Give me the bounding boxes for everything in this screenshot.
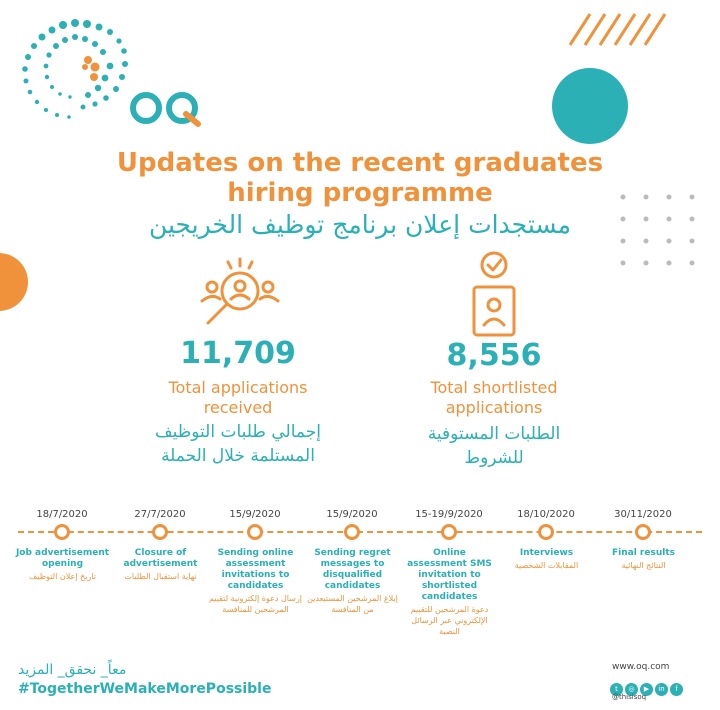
timeline-date: 15-19/9/2020	[415, 509, 483, 520]
decorative-teal-circle	[552, 68, 628, 144]
social-handle: @thisisoq	[612, 693, 647, 701]
total-shortlisted-label-en: Total shortlisted applications	[430, 378, 558, 417]
facebook-icon[interactable]: f	[670, 683, 683, 696]
timeline-event-en: Closure of advertisement	[123, 548, 198, 569]
timeline-date: 18/7/2020	[36, 509, 88, 520]
timeline-event-ar: نهاية استقبال الطلبات	[124, 572, 197, 581]
total-shortlisted-value: 8,556	[446, 338, 542, 373]
logo-dot-swirl	[15, 15, 145, 135]
timeline-date: 18/10/2020	[517, 509, 575, 520]
total-applications-value: 11,709	[180, 336, 296, 371]
page-title-ar: مستجدات إعلان برنامج توظيف الخريجين	[148, 210, 572, 239]
website-link[interactable]: www.oq.com	[612, 662, 670, 672]
timeline-event-ar: إبلاغ المرشحين المستبعدين من المنافسة	[307, 594, 398, 614]
oq-logo	[128, 88, 206, 132]
linkedin-icon[interactable]: in	[655, 683, 668, 696]
total-shortlisted-label-ar: الطلبات المستوفية للشروط	[427, 424, 561, 468]
timeline-date: 15/9/2020	[229, 509, 281, 520]
timeline-dot	[538, 524, 554, 540]
slogan-ar: معاً_ نحقق_ المزيد	[18, 662, 127, 678]
timeline-dot	[635, 524, 651, 540]
timeline-event-en: Interviews	[519, 548, 574, 558]
decorative-orange-half-circle	[0, 253, 28, 311]
timeline-date: 30/11/2020	[614, 509, 672, 520]
timeline-dot	[54, 524, 70, 540]
timeline-dot	[247, 524, 263, 540]
timeline-event-ar: النتائج النهائية	[621, 561, 666, 570]
magnifier-people-icon	[198, 253, 280, 333]
timeline-event-ar: إرسال دعوة إلكترونية لتقييم المرشحين للمنافسة	[208, 594, 303, 614]
total-applications-label-en: Total applications received	[168, 378, 308, 417]
youtube-icon[interactable]: ▶	[640, 683, 653, 696]
timeline-event-en: Sending online assessment invitations to candidates	[217, 548, 294, 591]
timeline-dot	[441, 524, 457, 540]
instagram-icon[interactable]: ◎	[625, 683, 638, 696]
total-applications-label-ar: إجمالي طلبات التوظيف المستلمة خلال الحملة	[155, 422, 321, 466]
page-title-en	[0, 148, 720, 208]
timeline-event-en: Job advertisement opening	[15, 548, 110, 569]
hashtag: #TogetherWeMakeMorePossible	[18, 681, 272, 697]
timeline-event-en: Sending regret messages to disqualified candidates	[314, 548, 391, 591]
timeline-event-ar: المقابلات الشخصية	[514, 561, 579, 570]
timeline-event-ar: تاريخ إعلان التوظيف	[29, 572, 96, 581]
timeline-line	[18, 531, 702, 533]
timeline-dot	[152, 524, 168, 540]
decorative-stripes	[565, 12, 685, 47]
title-en-line1: Updates on the recent graduates	[116, 148, 604, 178]
twitter-icon[interactable]: t	[610, 683, 623, 696]
title-en-line2: hiring programme	[227, 178, 493, 208]
timeline-event-ar: دعوة المرشحين للتقييم الإلكتروني عبر الرسائل النصية	[410, 605, 489, 636]
timeline-date: 15/9/2020	[326, 509, 378, 520]
shortlisted-candidate-icon	[464, 249, 524, 339]
timeline-event-en: Online assessment SMS invitation to shortlisted candidates	[407, 548, 492, 602]
timeline-event-en: Final results	[612, 548, 675, 558]
timeline-date: 27/7/2020	[134, 509, 186, 520]
timeline-dot	[344, 524, 360, 540]
